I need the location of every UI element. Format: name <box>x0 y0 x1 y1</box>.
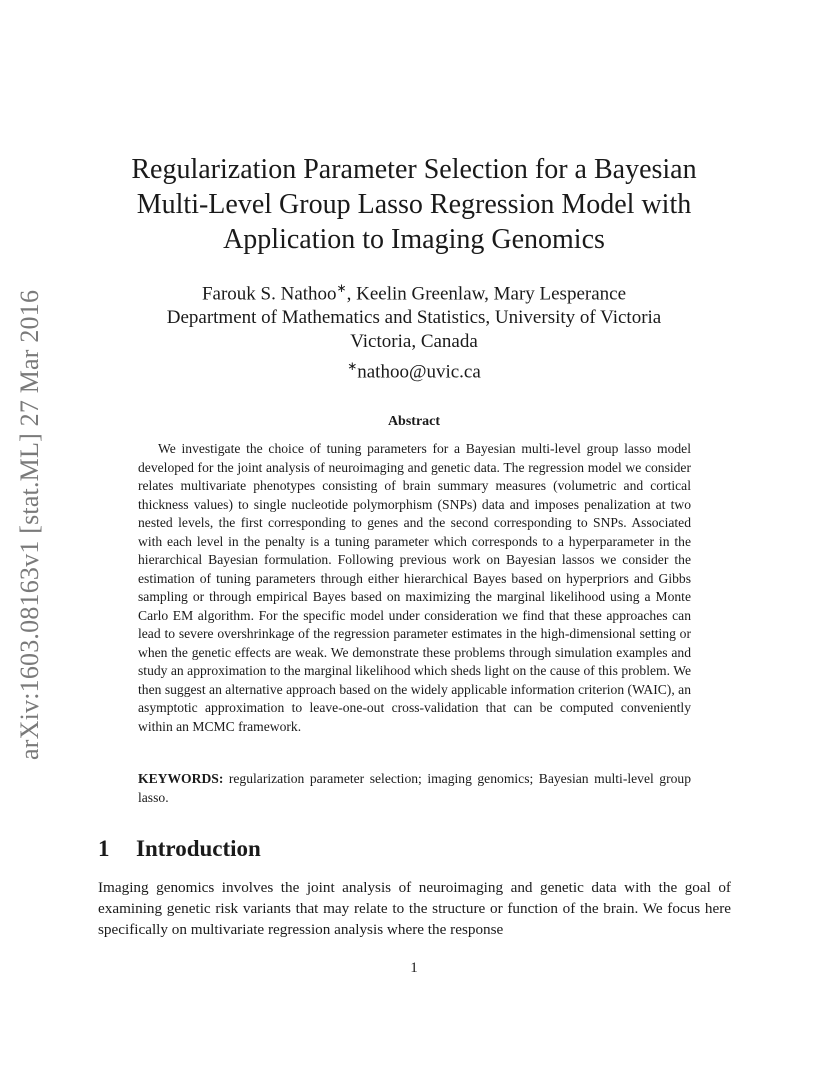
keywords-text: regularization parameter selection; imaging genomics; Bayesian multi-level group lasso. <box>138 771 691 805</box>
keywords-label: KEYWORDS: <box>138 771 224 786</box>
section-heading <box>98 836 261 862</box>
introduction-paragraph: Imaging genomics involves the joint analysis of neuroimaging and genetic data with the goal of examining genetic risk variants that may relate to the structure or function of the brain. We focus here specifically on multivariate regression analysis where the response <box>98 879 731 938</box>
abstract-body: We investigate the choice of tuning parameters for a Bayesian multi-level group lasso model developed for the joint analysis of neuroimaging and genetic data. The regression model we consider relates multivariate phenotypes consisting of brain summary measures (volumetric and cortical thickness values) to single nucleotide polymorphism (SNPs) data and imposes penalization at two nested levels, the first corresponding to genes and the second corresponding to SNPs. Associated with each level in the penalty is a tuning parameter which corresponds to a hyperparameter in the hierarchical Bayesian formulation. Following previous work on Bayesian lassos we consider the estimation of tuning parameters through either hierarchical Bayes based on hyperpriors and Gibbs sampling or through empirical Bayes based on maximizing the marginal likelihood using a Monte Carlo EM algorithm. For the specific model under consideration we find that these approaches can lead to severe overshrinkage of the regression parameter estimates in the high-dimensional setting or when the genetic effects are weak. We demonstrate these problems through simulation examples and study an approximation to the marginal likelihood which sheds light on the cause of this problem. We then suggest an alternative approach based on the widely applicable information criterion (WAIC), an asymptotic approximation to leave-one-out cross-validation that can be computed conveniently within an MCMC framework. <box>138 441 691 734</box>
keywords-paragraph <box>138 770 691 807</box>
author-location: Victoria, Canada <box>350 331 478 353</box>
paper-title <box>100 152 728 257</box>
arxiv-identifier: arXiv:1603.08163v1 [stat.ML] 27 Mar 2016 <box>15 289 44 761</box>
title-line-3: Application to Imaging Genomics <box>223 224 605 255</box>
email-address: nathoo@uvic.ca <box>357 361 481 383</box>
page-number: 1 <box>410 960 418 976</box>
author-email <box>100 354 728 384</box>
title-line-2: Multi-Level Group Lasso Regression Model with <box>136 189 692 220</box>
title-line-1: Regularization Parameter Selection for a Bayesian <box>131 154 697 185</box>
section-number: 1 <box>98 836 110 861</box>
abstract-heading: Abstract <box>387 414 441 429</box>
author-name-first: Farouk S. Nathoo <box>201 283 337 305</box>
author-names <box>100 276 728 306</box>
section-title: Introduction <box>136 836 261 861</box>
email-marker: ∗ <box>347 359 358 374</box>
author-block <box>100 276 728 385</box>
author-names-rest: , Keelin Greenlaw, Mary Lesperance <box>346 283 627 305</box>
corresponding-author-marker: ∗ <box>336 281 347 295</box>
author-affiliation: Department of Mathematics and Statistics, University of Victoria <box>166 307 662 329</box>
